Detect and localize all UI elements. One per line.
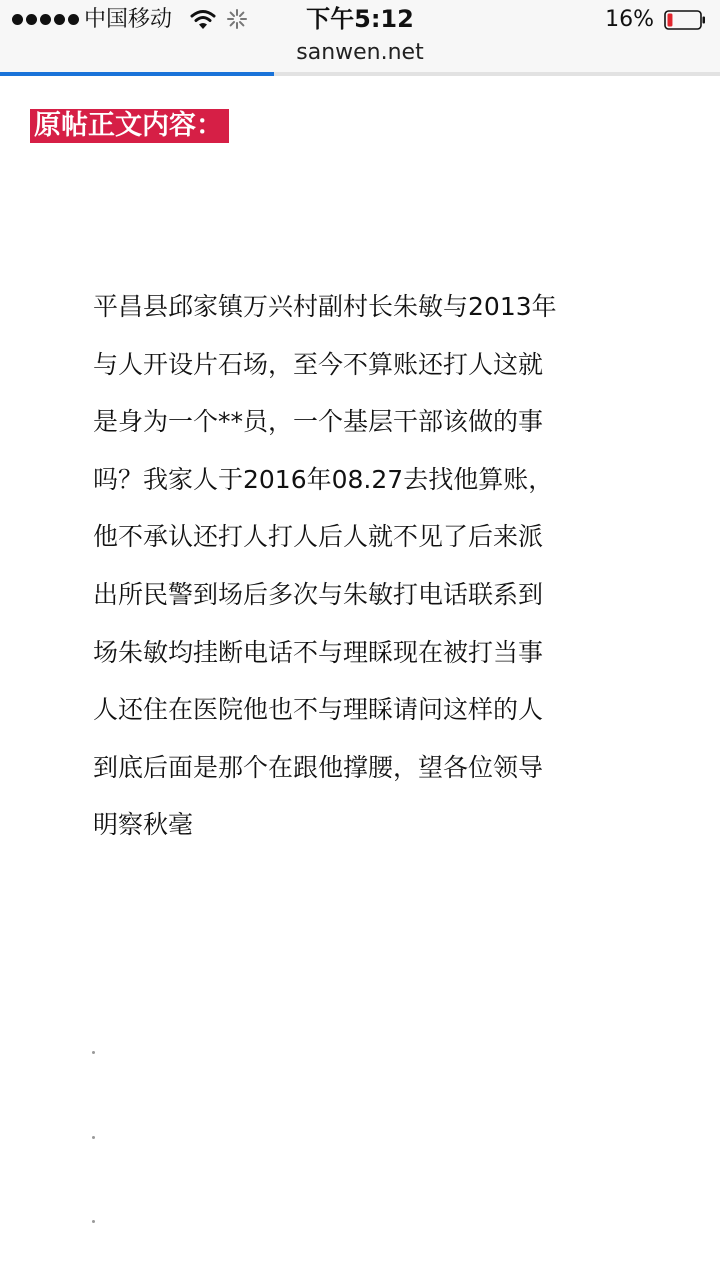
status-bar [0,0,720,40]
decorative-dot [92,1051,95,1054]
content-heading: 原帖正文内容： [30,109,229,143]
battery-icon [664,10,706,30]
status-time: 下午5:12 [306,5,414,33]
browser-top-bar [0,0,720,76]
battery-percent: 16% [605,7,654,32]
page-load-progress-fill [0,72,274,76]
battery-level-fill [668,14,673,27]
address-bar[interactable]: sanwen.net [296,40,424,65]
decorative-dot [92,1136,95,1139]
decorative-dot [92,1220,95,1223]
carrier-name: 中国移动 [84,7,173,32]
post-body-text: 平昌县邱家镇万兴村副村长朱敏与2013年与人开设片石场，至今不算账还打人这就是身为一个**员，一个基层干部该做的事吗？我家人于2016年08.27去找他算账，他不承认还打人打人后人就不见了后来派出所民警到场后多次与朱敏打电话联系到场朱敏均挂断电话不与理睬现在被打当事人还住在医院他也不与理睬请问这样的人到底后面是那个在跟他撑腰，望各位领导明察秋毫 [93,292,557,840]
page-load-progress [0,72,720,76]
